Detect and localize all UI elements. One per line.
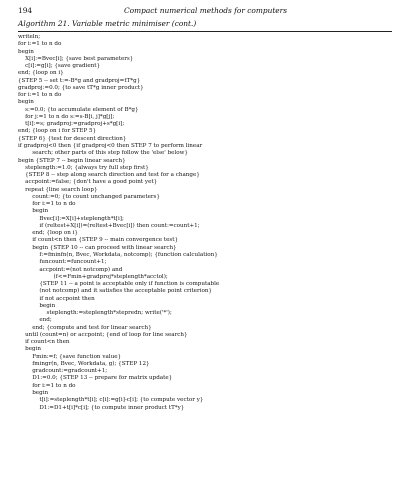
code-line: D1:=0.0; {STEP 13 -- prepare for matrix update} [18, 375, 173, 382]
code-line: if count<n then {STEP 9 -- main convergence test} [18, 237, 179, 244]
running-title: Compact numerical methods for computers [123, 6, 288, 15]
code-line: begin [18, 390, 49, 397]
code-line: begin {STEP 7 -- begin linear search} [18, 157, 126, 164]
code-line: c[i]:=g[i]; {save gradient} [18, 63, 101, 70]
code-line: for i:=1 to n do [18, 92, 62, 99]
code-line: accpoint:=false; {don't have a good point yet} [18, 179, 158, 186]
page-number: 194 [18, 6, 33, 15]
code-line: end; {loop on i} [18, 230, 78, 237]
code-line: begin {STEP 10 -- can proceed with linear search} [18, 244, 177, 251]
code-line: t[i]:=steplength*t[i]; c[i]:=g[i]-c[i]; {to compute vector y} [18, 397, 204, 404]
code-line: end; {loop on i} [18, 70, 64, 77]
code-line: until (count=n) or accpoint; {end of loop for line search} [18, 331, 188, 338]
code-line: count:=0; {to count unchanged parameters} [18, 193, 160, 200]
code-line: begin [18, 346, 41, 353]
code-line: {STEP 11 -- a point is acceptable only if function is computable [18, 281, 220, 288]
code-line: (not notcomp) and it satisfies the acceptable point criterion} [18, 288, 212, 295]
code-line: t[i]:=s; gradproj:=gradproj+s*g[i]; [18, 121, 125, 128]
code-line: {STEP 6} {test for descent direction} [18, 135, 127, 142]
page-header [18, 6, 393, 18]
code-line: writeln; [18, 34, 41, 40]
code-line: fmingr(n, Bvec, Workdata, g); {STEP 12} [18, 360, 150, 367]
code-line: X[i]:=Bvec[i]; {save best parameters} [18, 55, 134, 62]
code-line: for i:=1 to n do [18, 201, 76, 208]
code-line: {STEP 8 -- step along search direction and test for a change} [18, 172, 200, 179]
code-line: end; {loop on i for STEP 5} [18, 128, 97, 135]
code-line: gradcount:=gradcount+1; [18, 368, 108, 375]
code-line: begin [18, 208, 49, 215]
code-line: for i:=1 to n do [18, 41, 62, 48]
code-line: Fmin:=f; {save function value} [18, 353, 122, 360]
code-line: funcount:=funcount+1; [18, 259, 107, 266]
code-line: (f<=Fmin+gradproj*steplength*acctol); [18, 273, 168, 280]
code-line: repeat {line search loop} [18, 186, 98, 193]
code-listing [18, 34, 398, 412]
code-line: steplength:=steplength*stepredn; write('*'); [18, 310, 172, 317]
code-line: end; {compute and test for linear search} [18, 324, 152, 331]
code-line: begin [18, 48, 34, 55]
code-line: end; [18, 317, 52, 324]
code-line: if not accpoint then [18, 295, 95, 302]
code-line: for i:=1 to n do [18, 382, 76, 389]
code-line: begin [18, 99, 34, 106]
caption-rule [18, 31, 392, 32]
code-line: s:=0.0; {to accumulate element of B*g} [18, 106, 139, 113]
code-line: accpoint:=(not notcomp) and [18, 266, 123, 273]
code-line: steplength:=1.0; {always try full step first} [18, 164, 149, 171]
code-line: for j:=1 to n do s:=s-B[i, j]*g[j]; [18, 113, 115, 120]
code-line: {STEP 5 -- set t:=-B*g and gradproj=tT*g} [18, 77, 141, 84]
algorithm-caption: Algorithm 21. Variable metric minimiser (cont.) [18, 19, 197, 28]
code-line: search; other parts of this step follow the 'else' below} [18, 150, 188, 157]
code-line: if (reltest+X[i])=(reltest+Bvec[i]) then count:=count+1; [18, 222, 200, 229]
code-line: Bvec[i]:=X[i]+steplength*t[i]; [18, 215, 124, 222]
code-line: begin [18, 302, 56, 309]
code-line: f:=fminfn(n, Bvec, Workdata, notcomp); {function calculation} [18, 251, 218, 258]
code-line: if count<n then [18, 339, 70, 346]
code-line: D1:=D1+t[i]*c[i]; {to compute inner product tT*y} [18, 404, 185, 411]
code-line: gradproj:=0.0; {to save tT*g inner product} [18, 84, 144, 91]
code-line: if gradproj<0 then {if gradproj<0 then STEP 7 to perform linear [18, 142, 203, 149]
